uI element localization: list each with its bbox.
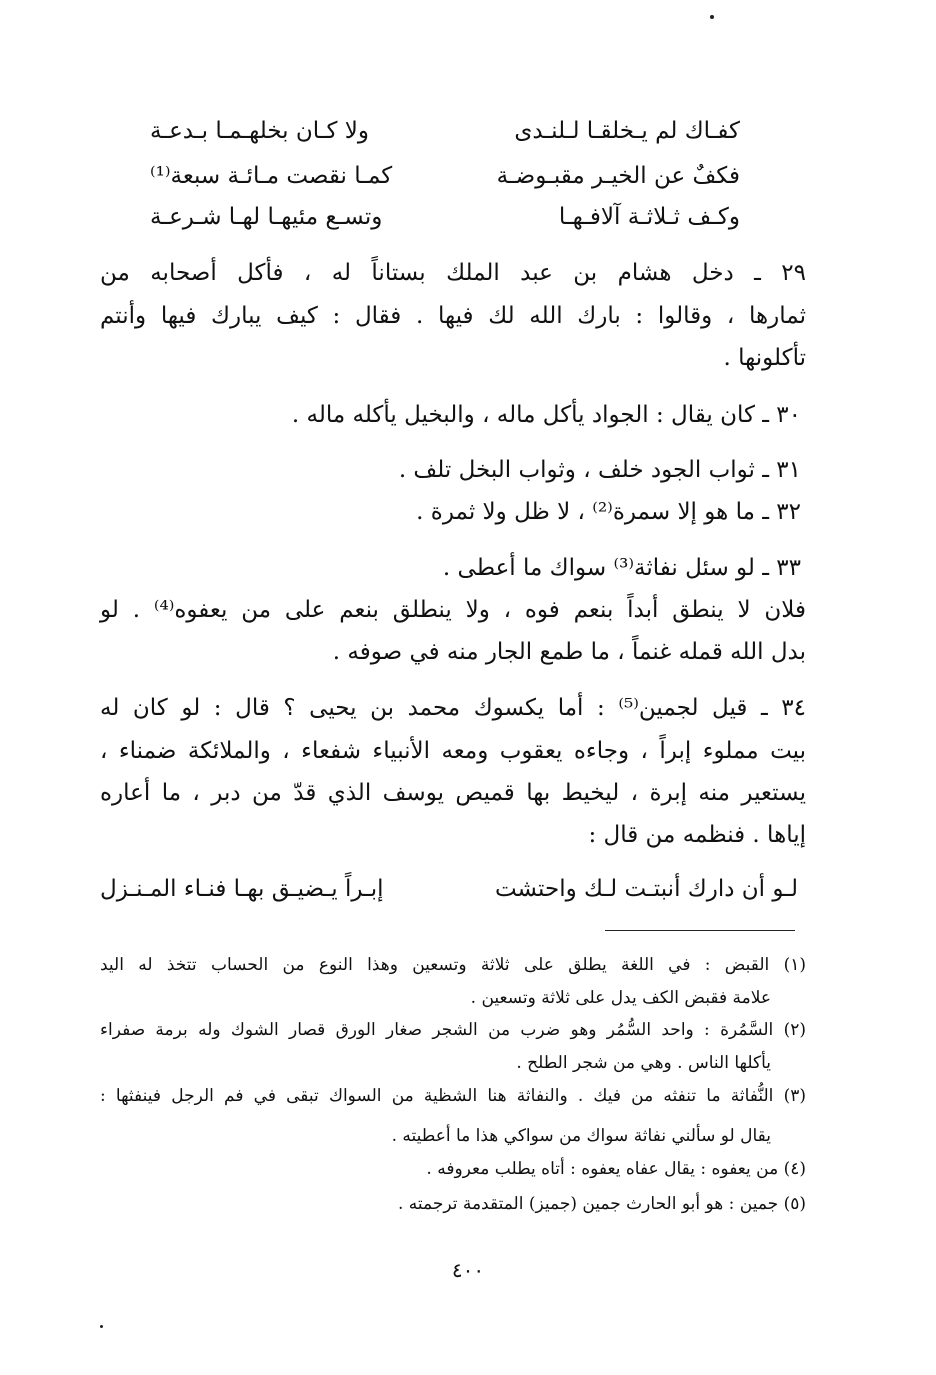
item-34-line-2: بيت مملوء إبراً ، وجاءه يعقوب ومعه الأنبياء شفعاء ، والملائكة ضمناء ،	[100, 738, 806, 764]
item-32: ٣٢ ـ ما هو إلا سمرة⁽²⁾ ، لا ظل ولا ثمرة .	[416, 499, 801, 525]
item-34-line-4: إياها . فنظمه من قال :	[588, 822, 806, 848]
hemistich-second: كمـا نقصت مـائـة سبعة⁽¹⁾	[150, 163, 393, 189]
poem-verse-3	[150, 198, 740, 236]
poem-verse-2	[150, 157, 740, 195]
hemistich-first: وكـف ثـلاثـة آلافـهـا	[558, 204, 740, 230]
item-31: ٣١ ـ ثواب الجود خلف ، وثواب البخل تلف .	[398, 457, 801, 483]
item-33: ٣٣ ـ لو سئل نفاثة⁽³⁾ سواك ما أعطى .	[442, 555, 801, 581]
item-34-line-3: يستعير منه إبرة ، ليخيط بها قميص يوسف الذي قدّ من دبر ، ما أعاره	[100, 780, 806, 806]
footnote-3-line-1: (٣) النُّفاثة ما تنفثه من فيك . والنفاثة هنا الشظية من السواك تبقى في فم الرجل فينفثها :	[100, 1086, 806, 1106]
hemistich-second: وتسـع مئيهـا لهـا شـرعـة	[150, 204, 383, 230]
hemistich-second: إبـراً يـضيـق بهـا فنـاء المـنـزل	[100, 876, 384, 902]
hemistich-first: فكفٌ عن الخيـر مقبـوضـة	[496, 163, 740, 189]
hemistich-first: كفـاك لم يـخلقـا لـلنـدى	[514, 118, 740, 144]
footnote-1-line-2: علامة فقبض الكف يدل على ثلاثة وتسعين .	[470, 988, 771, 1008]
item-29-line-1: ٢٩ ـ دخل هشام بن عبد الملك بستاناً له ، فأكل أصحابه من	[100, 260, 806, 286]
footnote-2-line-2: يأكلها الناس . وهي من شجر الطلح .	[516, 1053, 771, 1073]
footnote-separator	[605, 930, 795, 931]
footnote-2-line-1: (٢) السَّمُرة : واحد السُّمُر وهو ضرب من الشجر صغار الورق قصار الشوك وله برمة صفراء	[100, 1020, 806, 1040]
item-30: ٣٠ ـ كان يقال : الجواد يأكل ماله ، والبخيل يأكله ماله .	[291, 402, 801, 428]
page-number: ٤٠٠	[451, 1258, 485, 1282]
footnote-4: (٤) من يعفوه : يقال عفاه يعفوه : أتاه يطلب معروفه .	[426, 1159, 806, 1179]
saying-line-1: فلان لا ينطق أبداً بنعم فوه ، ولا ينطلق بنعم على من يعفوه⁽⁴⁾ . لو	[100, 597, 806, 623]
footnote-1-line-1: (١) القبض : في اللغة يطلق على ثلاثة وتسعين وهذا النوع من الحساب تتخذ له اليد	[100, 955, 806, 975]
hemistich-first: لـو أن دارك أنبتـت لـك واحتشت	[494, 876, 798, 902]
poem-verse-1	[150, 112, 740, 150]
item-34-line-1: ٣٤ ـ قيل لجمين⁽⁵⁾ : أما يكسوك محمد بن يحيى ؟ قال : لو كان له	[100, 695, 806, 721]
footnote-5: (٥) جمين : هو أبو الحارث جمين (جميز) المتقدمة ترجمته .	[397, 1194, 806, 1214]
hemistich-second: ولا كـان بخلهـمـا بـدعـة	[150, 118, 369, 144]
closing-verse	[100, 870, 798, 908]
page-speck	[710, 15, 714, 19]
footnote-3-line-2: يقال لو سألني نفاثة سواك من سواكي هذا ما أعطيته .	[391, 1126, 771, 1146]
page-speck	[100, 1325, 103, 1328]
item-29-line-3: تأكلونها .	[723, 345, 806, 371]
saying-line-2: بدل الله قمله غنماً ، ما طمع الجار منه في صوفه .	[332, 639, 806, 665]
item-29-line-2: ثمارها ، وقالوا : بارك الله لك فيها . فقال : كيف يبارك فيها وأنتم	[100, 303, 806, 329]
